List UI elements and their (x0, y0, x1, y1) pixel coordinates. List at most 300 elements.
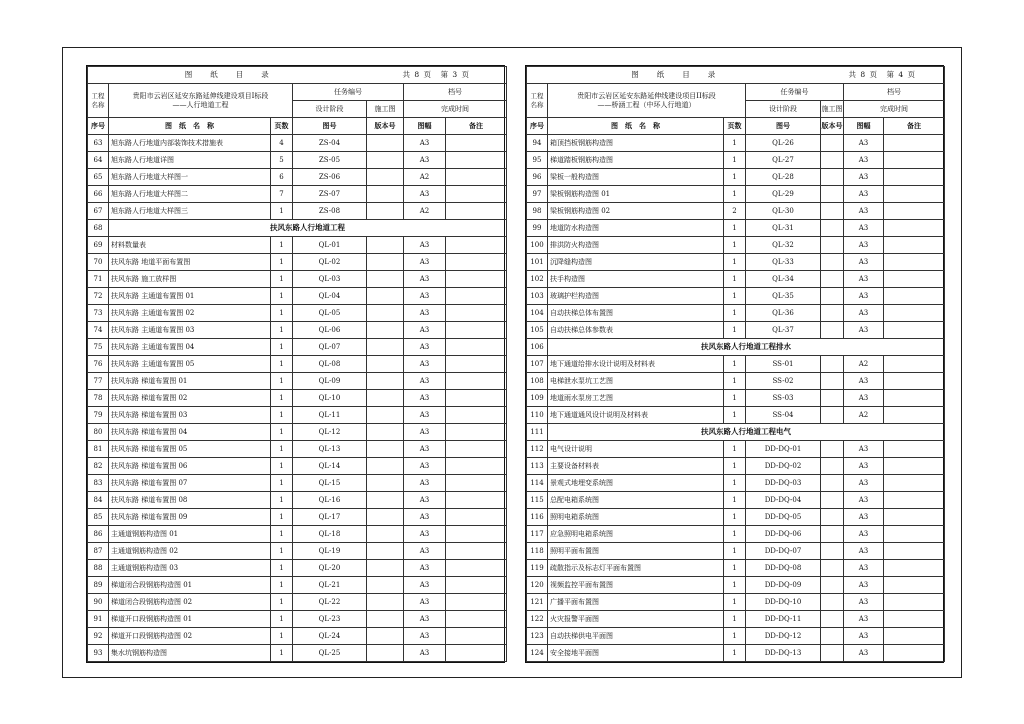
version-cell (821, 628, 844, 645)
sheet-size: A3 (404, 135, 446, 152)
version-cell (821, 441, 844, 458)
version-cell (821, 543, 844, 560)
page-count-cell: 1 (271, 424, 293, 441)
row-number: 82 (88, 458, 109, 475)
page-count-cell: 1 (271, 628, 293, 645)
drawing-code: QL-01 (293, 237, 367, 254)
row-number: 114 (527, 475, 548, 492)
sheet-size: A3 (404, 475, 446, 492)
version-cell (367, 271, 404, 288)
version-cell (821, 645, 844, 662)
note-cell (884, 526, 945, 543)
table-row (527, 509, 945, 526)
row-number: 71 (88, 271, 109, 288)
version-cell (367, 237, 404, 254)
drawing-name: 扶风东路 梯道布置图 05 (109, 441, 271, 458)
page-count-cell: 1 (271, 407, 293, 424)
drawing-name: 自动扶梯总体参数表 (548, 322, 724, 339)
version-cell (821, 305, 844, 322)
row-number: 75 (88, 339, 109, 356)
page-count-cell: 1 (724, 237, 746, 254)
row-number: 78 (88, 390, 109, 407)
note-cell (446, 203, 507, 220)
drawing-name: 扶风东路 地道平面布置图 (109, 254, 271, 271)
page-count-cell: 1 (724, 509, 746, 526)
sheet-size: A3 (404, 407, 446, 424)
drawing-name: 地下通道给排水设计说明及材料表 (548, 356, 724, 373)
page-count-cell: 1 (271, 305, 293, 322)
drawing-code: QL-34 (746, 271, 821, 288)
table-row (527, 237, 945, 254)
version-cell (821, 373, 844, 390)
version-cell (821, 611, 844, 628)
table-row (527, 441, 945, 458)
version-cell (367, 492, 404, 509)
page-count: 共 8 页 第 3 页 (367, 67, 507, 84)
note-cell (884, 186, 945, 203)
sheet-size: A3 (844, 475, 884, 492)
page-count-cell: 1 (271, 560, 293, 577)
drawing-name: 扶风东路 主通道布置图 05 (109, 356, 271, 373)
note-cell (446, 458, 507, 475)
row-number: 121 (527, 594, 548, 611)
section-title: 扶风东路人行地道工程电气 (548, 424, 945, 441)
drawing-code: QL-04 (293, 288, 367, 305)
page-count-cell: 1 (271, 543, 293, 560)
version-cell (367, 322, 404, 339)
sheet-size: A3 (844, 169, 884, 186)
page-count-cell: 1 (271, 458, 293, 475)
drawing-code: ZS-05 (293, 152, 367, 169)
note-cell (884, 594, 945, 611)
note-cell (884, 305, 945, 322)
page-count-cell: 1 (724, 628, 746, 645)
row-number: 104 (527, 305, 548, 322)
drawing-name: 梁板钢筋构造图 02 (548, 203, 724, 220)
drawing-name: 旭东路人行地道内部装饰技术措施表 (109, 135, 271, 152)
page-count-cell: 1 (724, 288, 746, 305)
project-row (88, 84, 507, 101)
sheet-size: A3 (404, 594, 446, 611)
table-row (527, 390, 945, 407)
sheet-size: A3 (404, 611, 446, 628)
row-number: 93 (88, 645, 109, 662)
drawing-code: DD-DQ-07 (746, 543, 821, 560)
page-count-cell: 1 (724, 254, 746, 271)
page-count-cell: 1 (724, 611, 746, 628)
sheet-size: A3 (404, 271, 446, 288)
page-count-cell: 1 (724, 475, 746, 492)
version-cell (821, 577, 844, 594)
version-cell (367, 509, 404, 526)
drawing-name: 梯道开口段钢筋构造图 01 (109, 611, 271, 628)
row-number: 95 (527, 152, 548, 169)
page-count-cell: 7 (271, 186, 293, 203)
table-row (527, 458, 945, 475)
note-cell (446, 169, 507, 186)
sheet-size: A3 (404, 492, 446, 509)
sheet-size: A3 (404, 305, 446, 322)
drawing-code: QL-11 (293, 407, 367, 424)
column-header-row (527, 118, 945, 135)
sheet-size: A3 (404, 186, 446, 203)
version-cell (367, 458, 404, 475)
drawing-name: 扶风东路 梯道布置图 04 (109, 424, 271, 441)
note-cell (446, 441, 507, 458)
row-number: 90 (88, 594, 109, 611)
design-stage-label: 设计阶段 (293, 101, 367, 118)
table-row (88, 322, 507, 339)
row-number: 67 (88, 203, 109, 220)
drawing-code: QL-19 (293, 543, 367, 560)
row-number: 73 (88, 305, 109, 322)
file-number-label: 档号 (844, 84, 945, 101)
note-cell (884, 322, 945, 339)
drawing-name: 沉降缝构造图 (548, 254, 724, 271)
drawing-code: ZS-08 (293, 203, 367, 220)
row-number: 88 (88, 560, 109, 577)
row-number: 89 (88, 577, 109, 594)
note-cell (446, 152, 507, 169)
table-row (88, 492, 507, 509)
drawing-name: 扶风东路 主通道布置图 02 (109, 305, 271, 322)
note-cell (884, 169, 945, 186)
drawing-name: 安全接地平面图 (548, 645, 724, 662)
page-count-cell: 1 (724, 577, 746, 594)
version-cell (821, 220, 844, 237)
col-header-version: 版本号 (821, 118, 844, 135)
sheet-size: A3 (844, 271, 884, 288)
project-name: 贵阳市云岩区延安东路延伸线建设项目II标段 ——桥涵工程（中环人行地道） (548, 84, 746, 118)
sheet-size: A3 (844, 322, 884, 339)
version-cell (367, 475, 404, 492)
row-number: 123 (527, 628, 548, 645)
row-number: 72 (88, 288, 109, 305)
drawing-code: QL-14 (293, 458, 367, 475)
row-number: 97 (527, 186, 548, 203)
sheet-size: A3 (404, 628, 446, 645)
row-number: 106 (527, 339, 548, 356)
note-cell (446, 543, 507, 560)
note-cell (446, 237, 507, 254)
page-count-cell: 1 (271, 271, 293, 288)
row-number: 64 (88, 152, 109, 169)
drawing-name: 主通道钢筋构造图 01 (109, 526, 271, 543)
catalog-title: 图 纸 目 录 (527, 67, 821, 84)
version-cell (821, 458, 844, 475)
table-row (527, 594, 945, 611)
note-cell (884, 628, 945, 645)
page-count-cell: 1 (271, 594, 293, 611)
drawing-code: DD-DQ-12 (746, 628, 821, 645)
note-cell (884, 492, 945, 509)
sheet-size: A3 (844, 543, 884, 560)
sheet-size: A3 (404, 254, 446, 271)
note-cell (884, 135, 945, 152)
note-cell (884, 271, 945, 288)
drawing-name: 自动扶梯供电平面图 (548, 628, 724, 645)
sheet-size: A3 (404, 288, 446, 305)
drawing-code: QL-02 (293, 254, 367, 271)
table-row (88, 186, 507, 203)
row-number: 112 (527, 441, 548, 458)
table-row (88, 509, 507, 526)
version-cell (367, 390, 404, 407)
row-number: 81 (88, 441, 109, 458)
note-cell (446, 322, 507, 339)
row-number: 66 (88, 186, 109, 203)
note-cell (884, 611, 945, 628)
row-number: 85 (88, 509, 109, 526)
note-cell (446, 560, 507, 577)
sheet-size: A3 (844, 288, 884, 305)
drawing-name: 主通道钢筋构造图 02 (109, 543, 271, 560)
note-cell (446, 271, 507, 288)
note-cell (446, 577, 507, 594)
table-row (88, 611, 507, 628)
sheet-size: A3 (844, 492, 884, 509)
table-row (527, 271, 945, 288)
note-cell (884, 475, 945, 492)
sheet-size: A3 (844, 594, 884, 611)
version-cell (367, 305, 404, 322)
version-cell (821, 203, 844, 220)
section-title: 扶风东路人行地道工程排水 (548, 339, 945, 356)
row-number: 92 (88, 628, 109, 645)
version-cell (821, 526, 844, 543)
table-row (88, 645, 507, 662)
sheet-size: A3 (844, 186, 884, 203)
sheet-size: A3 (844, 611, 884, 628)
page-count-cell: 1 (724, 441, 746, 458)
drawing-code: DD-DQ-08 (746, 560, 821, 577)
drawing-code: QL-21 (293, 577, 367, 594)
sheet-size: A3 (844, 560, 884, 577)
page-count-cell: 1 (724, 390, 746, 407)
note-cell (446, 288, 507, 305)
col-header-size: 图幅 (404, 118, 446, 135)
table-row (88, 424, 507, 441)
page-count-cell: 1 (724, 220, 746, 237)
note-cell (446, 611, 507, 628)
page-count-cell: 1 (271, 441, 293, 458)
note-cell (884, 288, 945, 305)
sheet-size: A3 (844, 509, 884, 526)
row-number: 107 (527, 356, 548, 373)
row-number: 113 (527, 458, 548, 475)
sheet-size: A3 (844, 373, 884, 390)
table-row (527, 645, 945, 662)
file-number-label: 档号 (404, 84, 507, 101)
page-count-cell: 1 (724, 356, 746, 373)
row-number: 86 (88, 526, 109, 543)
drawing-name: 排洪防火构造图 (548, 237, 724, 254)
sheet-size: A3 (844, 441, 884, 458)
col-header-version: 版本号 (367, 118, 404, 135)
page-count-cell: 1 (271, 475, 293, 492)
drawing-name: 火灾报警平面图 (548, 611, 724, 628)
row-number: 84 (88, 492, 109, 509)
drawing-code: QL-31 (746, 220, 821, 237)
sheet-size: A3 (844, 203, 884, 220)
drawing-name: 扶手构造图 (548, 271, 724, 288)
table-row (527, 220, 945, 237)
drawing-code: SS-03 (746, 390, 821, 407)
project-label: 工程 名称 (88, 84, 109, 118)
section-title: 扶风东路人行地道工程 (109, 220, 507, 237)
table-row (88, 203, 507, 220)
page-count-cell: 4 (271, 135, 293, 152)
col-header-no: 序号 (88, 118, 109, 135)
row-number: 70 (88, 254, 109, 271)
table-row (527, 203, 945, 220)
note-cell (446, 135, 507, 152)
table-row (88, 441, 507, 458)
task-number-label: 任务编号 (293, 84, 404, 101)
drawing-code: SS-01 (746, 356, 821, 373)
table-row (88, 356, 507, 373)
table-row (88, 305, 507, 322)
drawing-code: QL-29 (746, 186, 821, 203)
drawing-name: 扶风东路 梯道布置图 03 (109, 407, 271, 424)
sheet-size: A2 (404, 203, 446, 220)
row-number: 94 (527, 135, 548, 152)
table-row (527, 526, 945, 543)
page-count-cell: 1 (724, 560, 746, 577)
note-cell (884, 458, 945, 475)
table-row (88, 560, 507, 577)
page-count-cell: 1 (724, 322, 746, 339)
version-cell (821, 560, 844, 577)
design-stage-label: 设计阶段 (746, 101, 821, 118)
sheet-size: A3 (844, 526, 884, 543)
page-count-cell: 1 (724, 135, 746, 152)
drawing-name: 扶风东路 梯道布置图 01 (109, 373, 271, 390)
table-row (88, 475, 507, 492)
title-row (527, 67, 945, 84)
version-cell (367, 152, 404, 169)
drawing-code: ZS-04 (293, 135, 367, 152)
table-row (527, 628, 945, 645)
drawing-code: ZS-06 (293, 169, 367, 186)
drawing-name: 主通道钢筋构造图 03 (109, 560, 271, 577)
sheet-size: A3 (404, 543, 446, 560)
version-cell (821, 407, 844, 424)
col-header-name: 图 纸 名 称 (548, 118, 724, 135)
page-count-cell: 1 (271, 373, 293, 390)
page-count-cell: 1 (271, 237, 293, 254)
page-count-cell: 2 (724, 203, 746, 220)
drawing-name: 主要设备材料表 (548, 458, 724, 475)
drawing-name: 地道雨水泵房工艺图 (548, 390, 724, 407)
page-count-cell: 1 (271, 356, 293, 373)
row-number: 68 (88, 220, 109, 237)
note-cell (884, 373, 945, 390)
row-number: 63 (88, 135, 109, 152)
table-row (527, 492, 945, 509)
drawing-code: QL-33 (746, 254, 821, 271)
drawing-code: QL-09 (293, 373, 367, 390)
table-row (527, 322, 945, 339)
version-cell (367, 594, 404, 611)
version-cell (367, 373, 404, 390)
row-number: 99 (527, 220, 548, 237)
sheet-size: A3 (404, 560, 446, 577)
drawing-name: 集水坑钢筋构造图 (109, 645, 271, 662)
drawing-name: 扶风东路 梯道布置图 02 (109, 390, 271, 407)
sheet-size: A3 (404, 526, 446, 543)
project-name: 贵阳市云岩区延安东路延伸线建设项目I标段 ——人行地道工程 (109, 84, 293, 118)
page-count: 共 8 页 第 4 页 (821, 67, 945, 84)
task-number-label: 任务编号 (746, 84, 844, 101)
sheet-size: A3 (404, 152, 446, 169)
drawing-code: DD-DQ-11 (746, 611, 821, 628)
row-number: 91 (88, 611, 109, 628)
page-count-cell: 1 (271, 203, 293, 220)
col-header-no: 序号 (527, 118, 548, 135)
row-number: 117 (527, 526, 548, 543)
drawing-code: QL-17 (293, 509, 367, 526)
drawing-name: 广播平面布置图 (548, 594, 724, 611)
note-cell (446, 373, 507, 390)
project-row (527, 84, 945, 101)
row-number: 115 (527, 492, 548, 509)
sheet-size: A3 (844, 220, 884, 237)
construction-drawing-label: 施工图 (821, 101, 844, 118)
version-cell (821, 254, 844, 271)
complete-time-label: 完成时间 (404, 101, 507, 118)
drawing-name: 扶风东路 梯道布置图 06 (109, 458, 271, 475)
version-cell (367, 407, 404, 424)
row-number: 98 (527, 203, 548, 220)
page-count-cell: 1 (271, 254, 293, 271)
table-row (527, 475, 945, 492)
col-header-size: 图幅 (844, 118, 884, 135)
table-row (88, 271, 507, 288)
drawing-name: 旭东路人行地道详图 (109, 152, 271, 169)
table-row (88, 628, 507, 645)
complete-time-label: 完成时间 (844, 101, 945, 118)
version-cell (821, 152, 844, 169)
col-header-pages: 页数 (271, 118, 293, 135)
version-cell (367, 339, 404, 356)
page-count-cell: 1 (271, 577, 293, 594)
sheet-size: A3 (404, 237, 446, 254)
drawing-code: QL-32 (746, 237, 821, 254)
page-count-cell: 1 (724, 305, 746, 322)
version-cell (821, 509, 844, 526)
drawing-code: QL-18 (293, 526, 367, 543)
version-cell (367, 628, 404, 645)
drawing-name: 地道防水构造图 (548, 220, 724, 237)
drawing-name: 扶风东路 主通道布置图 03 (109, 322, 271, 339)
note-cell (446, 254, 507, 271)
construction-drawing-label: 施工图 (367, 101, 404, 118)
drawing-code: QL-20 (293, 560, 367, 577)
row-number: 69 (88, 237, 109, 254)
page-count-cell: 1 (724, 152, 746, 169)
row-number: 105 (527, 322, 548, 339)
table-row (527, 577, 945, 594)
row-number: 80 (88, 424, 109, 441)
drawing-name: 梯道闭合段钢筋构造图 02 (109, 594, 271, 611)
version-cell (367, 288, 404, 305)
drawing-name: 材料数量表 (109, 237, 271, 254)
row-number: 77 (88, 373, 109, 390)
note-cell (884, 543, 945, 560)
note-cell (884, 441, 945, 458)
note-cell (446, 390, 507, 407)
